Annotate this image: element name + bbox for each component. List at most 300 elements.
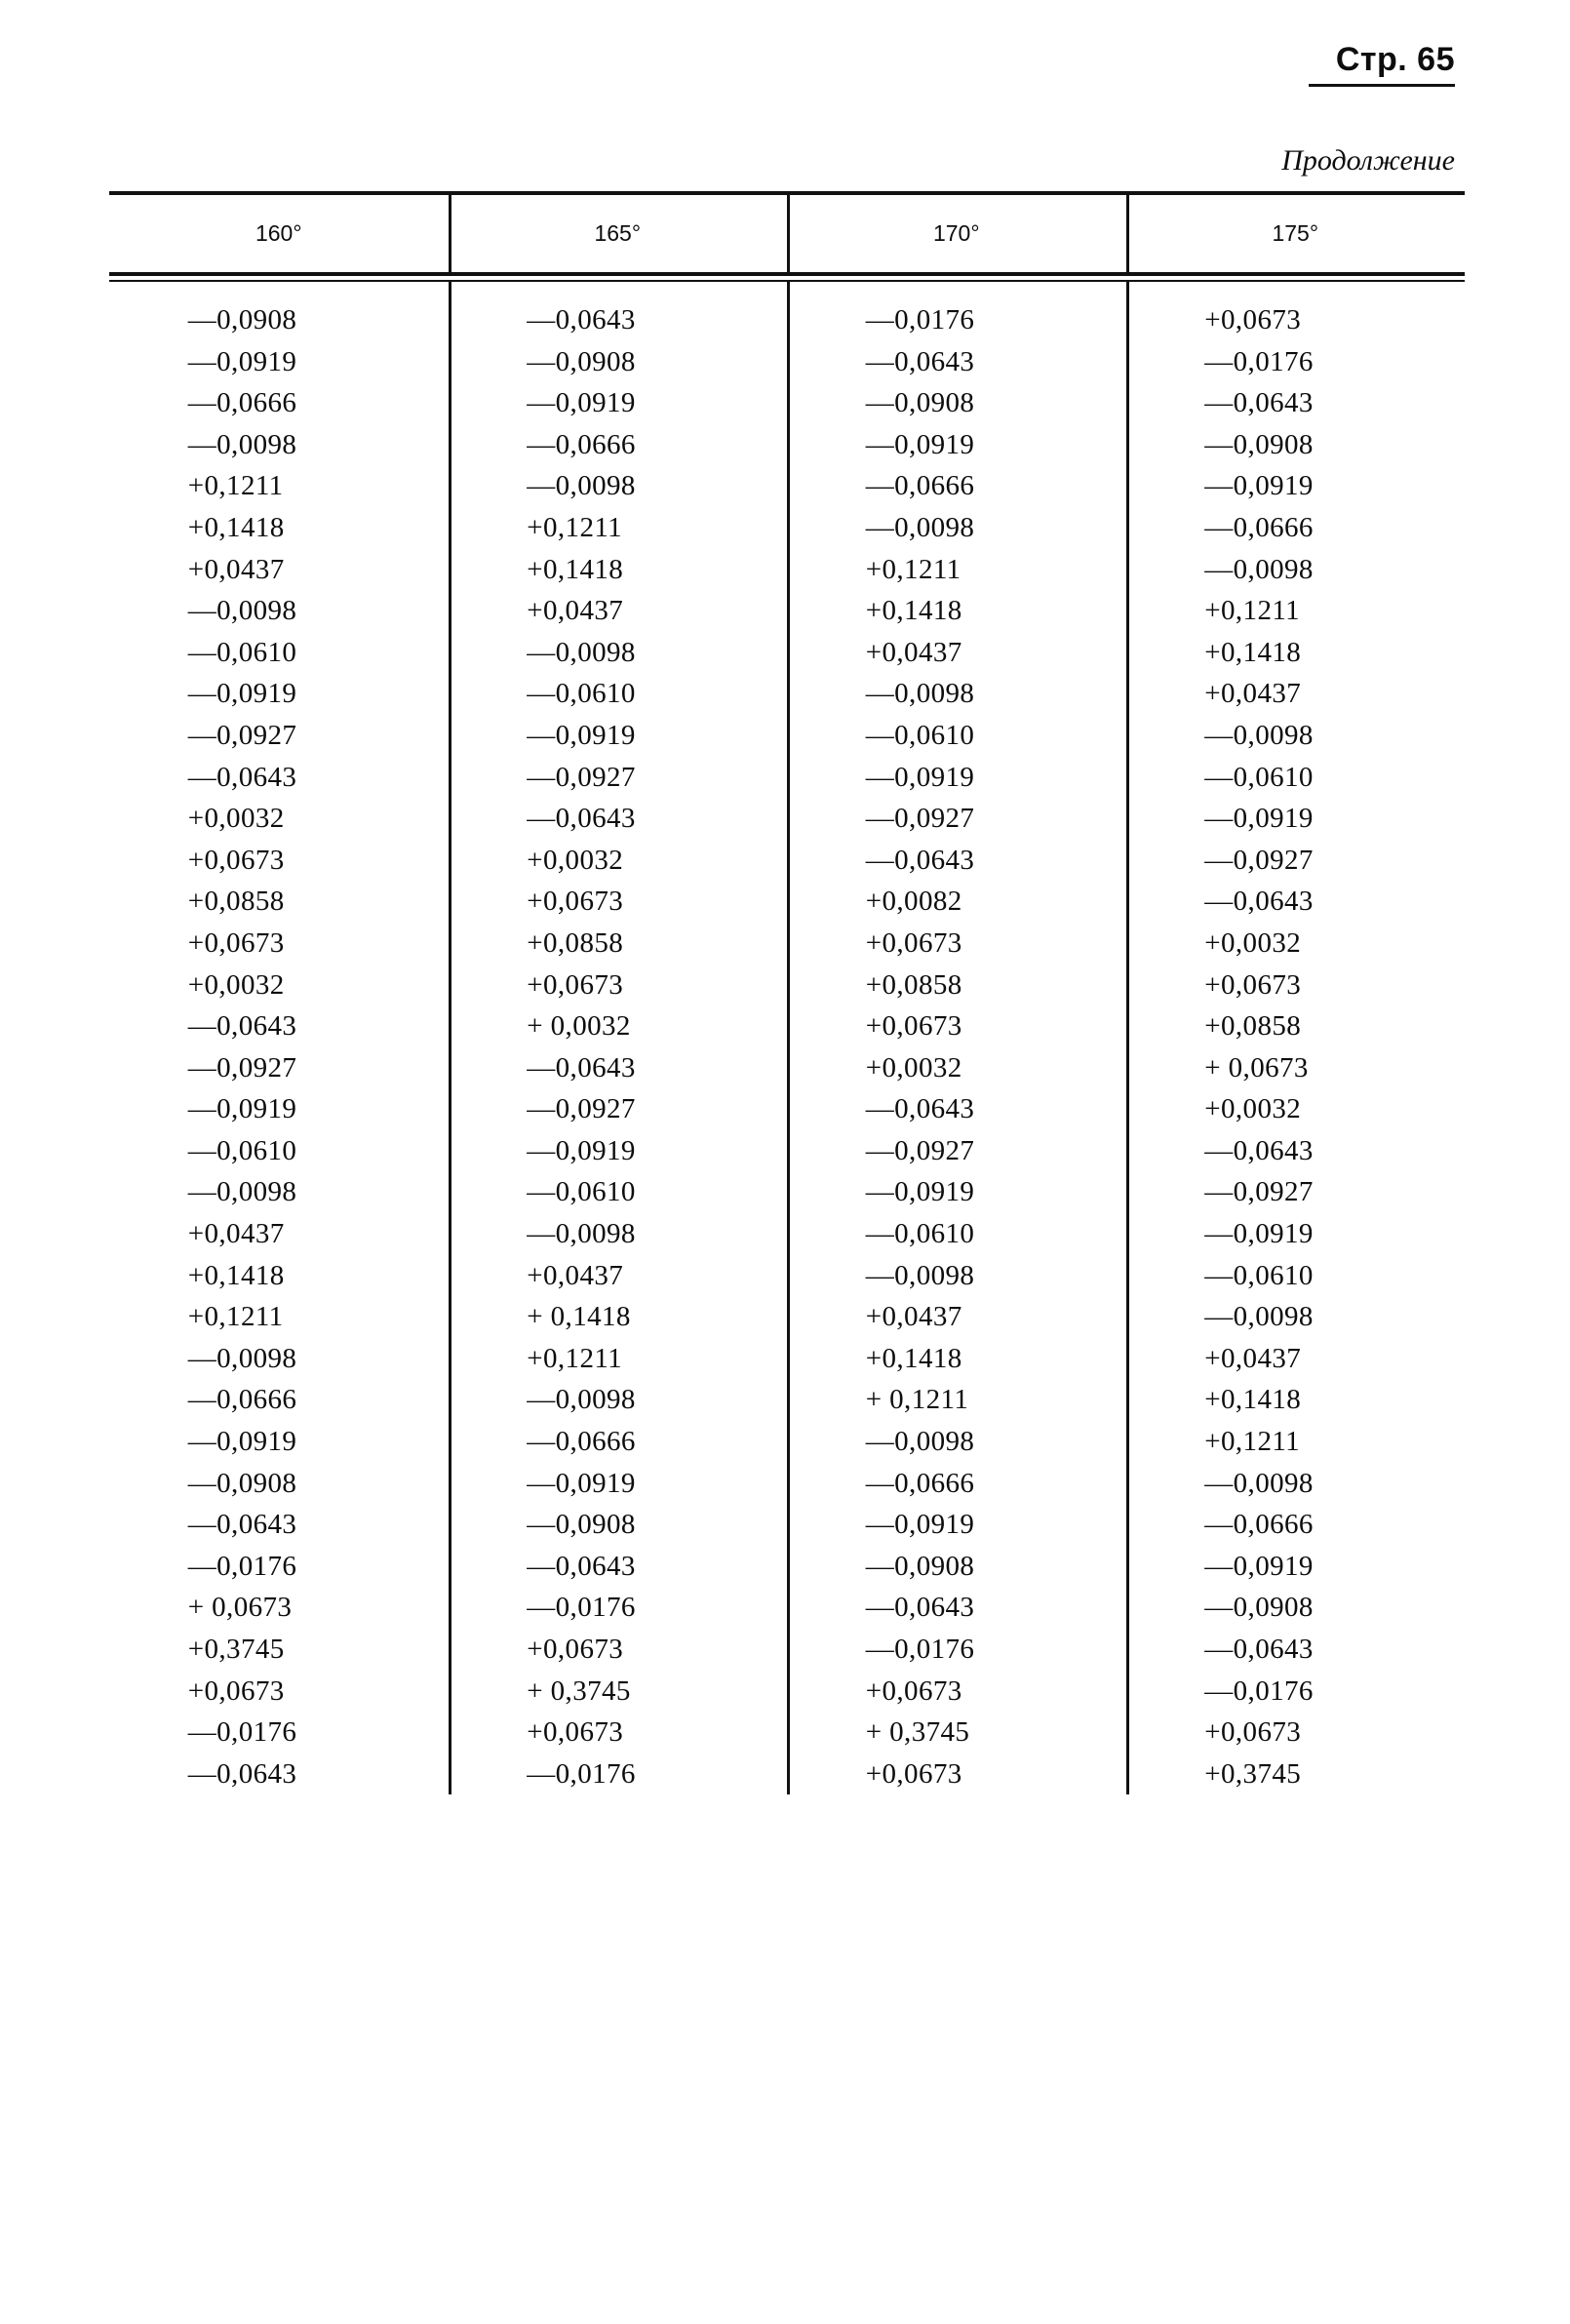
cell-value: +0,0673: [865, 1674, 962, 1707]
cell-value: —0,0919: [527, 1134, 636, 1166]
table-cell: [109, 757, 449, 799]
table-cell: [449, 881, 788, 923]
table-row: [109, 382, 1465, 424]
table-cell: [787, 1629, 1126, 1671]
table-cell: [449, 424, 788, 466]
table-cell: [449, 965, 788, 1006]
cell-value: +0,1418: [527, 553, 624, 585]
table-cell: [109, 341, 449, 383]
table-cell: [109, 1712, 449, 1753]
table-cell: [109, 1587, 449, 1629]
table-cell: [1126, 424, 1466, 466]
cell-value: +0,0082: [865, 886, 962, 918]
cell-value: —0,0927: [527, 1093, 636, 1125]
cell-value: +0,1418: [865, 1342, 962, 1374]
table-cell: [787, 1463, 1126, 1505]
table-cell: [109, 965, 449, 1006]
cell-value: + 0,1418: [527, 1301, 631, 1333]
cell-value: —0,0098: [865, 1426, 975, 1458]
table-cell: [109, 1047, 449, 1089]
table-cell: [787, 840, 1126, 882]
table-cell: [1126, 282, 1466, 341]
cell-value: +0,1211: [1204, 595, 1301, 627]
cell-value: —0,0610: [865, 719, 975, 751]
table-cell: [787, 1421, 1126, 1463]
table-cell: [449, 1587, 788, 1629]
page-number-rule: [1309, 84, 1455, 87]
table-cell: [109, 549, 449, 591]
cell-value: +0,1211: [527, 1342, 623, 1374]
table-cell: [787, 881, 1126, 923]
cell-value: —0,0643: [527, 1550, 636, 1582]
cell-value: —0,0643: [865, 1093, 975, 1125]
cell-value: —0,0098: [865, 511, 975, 543]
table-cell: [109, 1546, 449, 1588]
cell-value: +0,0673: [527, 1634, 624, 1665]
table-cell: [787, 465, 1126, 507]
table-row: [109, 632, 1465, 674]
cell-value: —0,0098: [187, 595, 297, 627]
table-cell: [1126, 798, 1466, 840]
cell-value: —0,0643: [187, 1757, 297, 1790]
page-number: Стр. 65: [1335, 41, 1455, 78]
table-cell: [1126, 1379, 1466, 1421]
table-cell: [109, 1379, 449, 1421]
table-body: [109, 282, 1465, 1794]
table-row: [109, 1546, 1465, 1588]
table-cell: [1126, 757, 1466, 799]
table-row: [109, 424, 1465, 466]
cell-value: +0,0437: [865, 636, 962, 668]
cell-value: +0,0437: [527, 595, 624, 627]
cell-value: —0,0610: [527, 678, 636, 710]
table-row: [109, 757, 1465, 799]
table-cell: [449, 923, 788, 965]
cell-value: —0,0908: [1204, 428, 1314, 460]
cell-value: —0,0919: [865, 1176, 975, 1208]
cell-value: +0,0032: [527, 844, 624, 876]
cell-value: —0,0610: [527, 1176, 636, 1208]
table-cell: [109, 1088, 449, 1130]
table-cell: [109, 923, 449, 965]
table-cell: [1126, 1005, 1466, 1047]
cell-value: +0,0673: [187, 1674, 285, 1707]
table-cell: [109, 881, 449, 923]
table-row: [109, 1213, 1465, 1255]
cell-value: —0,0919: [1204, 1218, 1314, 1250]
cell-value: +0,0437: [865, 1301, 962, 1333]
table-cell: [109, 1421, 449, 1463]
table-cell: [1126, 840, 1466, 882]
cell-value: —0,0176: [865, 1634, 975, 1665]
table-cell: [109, 424, 449, 466]
cell-value: —0,0176: [187, 1550, 297, 1582]
cell-value: —0,0927: [865, 803, 975, 835]
page-number-block: [1309, 41, 1455, 87]
cell-value: —0,0666: [187, 387, 297, 419]
cell-value: +0,1211: [865, 553, 962, 585]
table-row: [109, 1421, 1465, 1463]
table-cell: [1126, 715, 1466, 757]
table-cell: [449, 757, 788, 799]
cell-value: —0,0643: [527, 1051, 636, 1083]
cell-value: +0,3745: [187, 1634, 285, 1665]
cell-value: —0,0098: [527, 470, 636, 502]
table-cell: [787, 1213, 1126, 1255]
cell-value: —0,0666: [865, 470, 975, 502]
table-cell: [1126, 1171, 1466, 1213]
data-table-body-table: [109, 282, 1465, 1794]
table-cell: [1126, 1130, 1466, 1172]
table-cell: [787, 1047, 1126, 1089]
cell-value: —0,0908: [865, 387, 975, 419]
table-cell: [449, 1671, 788, 1713]
table-cell: [109, 1504, 449, 1546]
table-row: [109, 465, 1465, 507]
table-row: [109, 1088, 1465, 1130]
cell-value: —0,0666: [527, 428, 636, 460]
cell-value: +0,0032: [865, 1051, 962, 1083]
cell-value: +0,1418: [865, 595, 962, 627]
cell-value: —0,0643: [187, 1010, 297, 1043]
cell-value: —0,0643: [865, 844, 975, 876]
cell-value: —0,0098: [187, 1342, 297, 1374]
table-cell: [109, 673, 449, 715]
table-cell: [1126, 1338, 1466, 1380]
cell-value: —0,0610: [187, 636, 297, 668]
cell-value: —0,0098: [865, 678, 975, 710]
cell-value: —0,0610: [187, 1134, 297, 1166]
cell-value: —0,0919: [527, 387, 636, 419]
table-cell: [1126, 341, 1466, 383]
cell-value: +0,0858: [527, 926, 624, 959]
data-table-wrapper: [109, 191, 1465, 1794]
cell-value: —0,0643: [1204, 1634, 1314, 1665]
cell-value: —0,0919: [187, 1426, 297, 1458]
table-cell: [1126, 1047, 1466, 1089]
cell-value: +0,0032: [1204, 1093, 1302, 1125]
table-cell: [1126, 549, 1466, 591]
cell-value: —0,0927: [1204, 844, 1314, 876]
table-row: [109, 673, 1465, 715]
table-cell: [787, 424, 1126, 466]
table-row: [109, 1338, 1465, 1380]
cell-value: —0,0908: [865, 1550, 975, 1582]
table-cell: [787, 757, 1126, 799]
cell-value: —0,0098: [527, 1218, 636, 1250]
table-cell: [109, 1255, 449, 1297]
cell-value: —0,0098: [1204, 1301, 1314, 1333]
table-cell: [109, 1130, 449, 1172]
table-row: [109, 1753, 1465, 1795]
cell-value: +0,0858: [865, 968, 962, 1001]
cell-value: +0,1418: [187, 511, 285, 543]
table-row: [109, 1255, 1465, 1297]
cell-value: +0,1211: [187, 470, 284, 502]
table-cell: [787, 1671, 1126, 1713]
cell-value: —0,0666: [527, 1426, 636, 1458]
cell-value: +0,0673: [187, 926, 285, 959]
table-cell: [109, 1171, 449, 1213]
cell-value: —0,0927: [865, 1134, 975, 1166]
table-cell: [109, 632, 449, 674]
table-row: [109, 923, 1465, 965]
table-cell: [449, 341, 788, 383]
cell-value: +0,0673: [527, 1716, 624, 1749]
table-header-row: [109, 195, 1465, 272]
table-cell: [1126, 465, 1466, 507]
table-cell: [787, 798, 1126, 840]
table-row: [109, 507, 1465, 549]
cell-value: —0,0176: [865, 304, 975, 335]
table-cell: [449, 282, 788, 341]
table-cell: [1126, 1587, 1466, 1629]
cell-value: +0,1418: [187, 1259, 285, 1291]
table-cell: [1126, 1753, 1466, 1795]
table-cell: [787, 1587, 1126, 1629]
cell-value: —0,0908: [527, 345, 636, 377]
table-row: [109, 282, 1465, 341]
table-cell: [449, 1255, 788, 1297]
cell-value: +0,0437: [187, 1218, 285, 1250]
cell-value: +0,0673: [527, 886, 624, 918]
cell-value: + 0,0032: [527, 1010, 631, 1043]
cell-value: —0,0176: [527, 1592, 636, 1624]
cell-value: +0,0858: [1204, 1010, 1302, 1043]
table-cell: [1126, 1255, 1466, 1297]
cell-value: +0,0673: [865, 926, 962, 959]
column-header-160: 160°: [255, 220, 302, 246]
table-cell: [1126, 1712, 1466, 1753]
continued-label: Продолжение: [1281, 144, 1455, 177]
table-header-rule: [109, 272, 1465, 276]
cell-value: +0,0437: [1204, 1342, 1302, 1374]
cell-value: —0,0919: [1204, 1550, 1314, 1582]
cell-value: —0,0908: [527, 1509, 636, 1541]
table-cell: [787, 341, 1126, 383]
table-cell: [449, 1338, 788, 1380]
table-cell: [449, 1296, 788, 1338]
cell-value: —0,0927: [187, 719, 297, 751]
table-cell: [449, 798, 788, 840]
table-row: [109, 965, 1465, 1006]
table-row: [109, 1463, 1465, 1505]
table-cell: [109, 1005, 449, 1047]
cell-value: —0,0927: [187, 1051, 297, 1083]
table-row: [109, 840, 1465, 882]
cell-value: +0,0673: [865, 1757, 962, 1790]
table-cell: [449, 1629, 788, 1671]
table-cell: [1126, 923, 1466, 965]
table-cell: [787, 632, 1126, 674]
table-cell: [1126, 1421, 1466, 1463]
table-cell: [787, 1338, 1126, 1380]
cell-value: —0,0643: [1204, 1134, 1314, 1166]
table-cell: [449, 1130, 788, 1172]
table-cell: [1126, 632, 1466, 674]
cell-value: + 0,3745: [865, 1716, 970, 1749]
table-cell: [787, 507, 1126, 549]
cell-value: —0,0176: [1204, 1674, 1314, 1707]
cell-value: —0,0610: [1204, 761, 1314, 793]
table-cell: [787, 1753, 1126, 1795]
cell-value: —0,0176: [1204, 345, 1314, 377]
table-cell: [109, 382, 449, 424]
cell-value: —0,0919: [187, 678, 297, 710]
cell-value: —0,0919: [1204, 470, 1314, 502]
table-row: [109, 549, 1465, 591]
table-cell: [1126, 1213, 1466, 1255]
table-row: [109, 1130, 1465, 1172]
table-cell: [449, 1712, 788, 1753]
table-cell: [1126, 1088, 1466, 1130]
column-header-170: 170°: [787, 195, 1126, 272]
cell-value: —0,0666: [1204, 1509, 1314, 1541]
table-cell: [449, 549, 788, 591]
cell-value: +0,0437: [527, 1259, 624, 1291]
table-cell: [787, 715, 1126, 757]
cell-value: +0,0673: [527, 968, 624, 1001]
table-cell: [449, 590, 788, 632]
table-row: [109, 1296, 1465, 1338]
table-row: [109, 1005, 1465, 1047]
table-cell: [449, 632, 788, 674]
table-cell: [1126, 673, 1466, 715]
cell-value: —0,0098: [1204, 719, 1314, 751]
table-cell: [449, 382, 788, 424]
table-cell: [449, 1504, 788, 1546]
table-cell: [109, 1671, 449, 1713]
table-cell: [449, 715, 788, 757]
table-cell: [1126, 1463, 1466, 1505]
column-header-165: 165°: [449, 195, 788, 272]
table-row: [109, 1629, 1465, 1671]
table-cell: [1126, 881, 1466, 923]
cell-value: —0,0643: [865, 345, 975, 377]
column-header-175: 175°: [1126, 195, 1466, 272]
table-row: [109, 1379, 1465, 1421]
cell-value: —0,0643: [527, 304, 636, 335]
cell-value: —0,0643: [187, 761, 297, 793]
table-cell: [449, 673, 788, 715]
table-row: [109, 881, 1465, 923]
table-cell: [449, 1047, 788, 1089]
cell-value: —0,0643: [187, 1509, 297, 1541]
cell-value: —0,0908: [187, 1467, 297, 1499]
cell-value: —0,0908: [1204, 1592, 1314, 1624]
cell-value: —0,0919: [1204, 803, 1314, 835]
table-row: [109, 1504, 1465, 1546]
table-cell: [109, 282, 449, 341]
cell-value: + 0,1211: [865, 1384, 969, 1416]
table-cell: [449, 1463, 788, 1505]
cell-value: +0,3745: [1204, 1757, 1302, 1790]
cell-value: —0,0919: [187, 345, 297, 377]
cell-value: —0,0098: [187, 428, 297, 460]
table-cell: [449, 1005, 788, 1047]
table-row: [109, 1587, 1465, 1629]
cell-value: + 0,0673: [1204, 1051, 1309, 1083]
cell-value: +0,1211: [187, 1301, 284, 1333]
table-cell: [109, 1213, 449, 1255]
table-cell: [1126, 590, 1466, 632]
cell-value: +0,0032: [187, 968, 285, 1001]
cell-value: +0,1211: [527, 511, 623, 543]
cell-value: +0,0673: [1204, 968, 1302, 1001]
table-cell: [787, 282, 1126, 341]
cell-value: —0,0610: [865, 1218, 975, 1250]
table-cell: [1126, 1671, 1466, 1713]
cell-value: —0,0919: [865, 1509, 975, 1541]
table-row: [109, 1171, 1465, 1213]
table-cell: [109, 590, 449, 632]
cell-value: —0,0666: [865, 1467, 975, 1499]
table-cell: [449, 1421, 788, 1463]
table-row: [109, 715, 1465, 757]
cell-value: + 0,0673: [187, 1592, 293, 1624]
table-cell: [109, 1463, 449, 1505]
table-cell: [449, 1753, 788, 1795]
cell-value: +0,0673: [1204, 1716, 1302, 1749]
cell-value: —0,0643: [1204, 387, 1314, 419]
table-row: [109, 341, 1465, 383]
cell-value: +0,0437: [187, 553, 285, 585]
table-row: [109, 590, 1465, 632]
table-cell: [109, 1753, 449, 1795]
table-cell: [787, 923, 1126, 965]
table-cell: [449, 840, 788, 882]
cell-value: +0,0032: [1204, 926, 1302, 959]
cell-value: +0,0673: [865, 1010, 962, 1043]
table-cell: [109, 715, 449, 757]
table-cell: [1126, 382, 1466, 424]
cell-value: —0,0919: [865, 428, 975, 460]
table-cell: [1126, 1504, 1466, 1546]
table-cell: [787, 1504, 1126, 1546]
table-cell: [787, 1255, 1126, 1297]
cell-value: —0,0919: [527, 1467, 636, 1499]
cell-value: —0,0927: [1204, 1176, 1314, 1208]
cell-value: —0,0610: [1204, 1259, 1314, 1291]
cell-value: +0,0858: [187, 886, 285, 918]
table-cell: [1126, 1296, 1466, 1338]
cell-value: —0,0643: [865, 1592, 975, 1624]
cell-value: —0,0098: [865, 1259, 975, 1291]
data-table: [109, 195, 1465, 272]
table-cell: [787, 1296, 1126, 1338]
table-cell: [787, 1546, 1126, 1588]
table-cell: [109, 1629, 449, 1671]
table-cell: [787, 382, 1126, 424]
cell-value: —0,0919: [865, 761, 975, 793]
cell-value: +0,0673: [1204, 304, 1302, 335]
table-cell: [449, 1546, 788, 1588]
table-row: [109, 1712, 1465, 1753]
table-cell: [787, 965, 1126, 1006]
table-row: [109, 1047, 1465, 1089]
table-cell: [449, 1088, 788, 1130]
table-cell: [787, 673, 1126, 715]
cell-value: +0,1418: [1204, 1384, 1302, 1416]
table-cell: [449, 1171, 788, 1213]
table-cell: [1126, 965, 1466, 1006]
cell-value: +0,1418: [1204, 636, 1302, 668]
table-cell: [109, 507, 449, 549]
table-cell: [787, 1379, 1126, 1421]
table-cell: [787, 1130, 1126, 1172]
cell-value: +0,0437: [1204, 678, 1302, 710]
cell-value: —0,0098: [1204, 1467, 1314, 1499]
